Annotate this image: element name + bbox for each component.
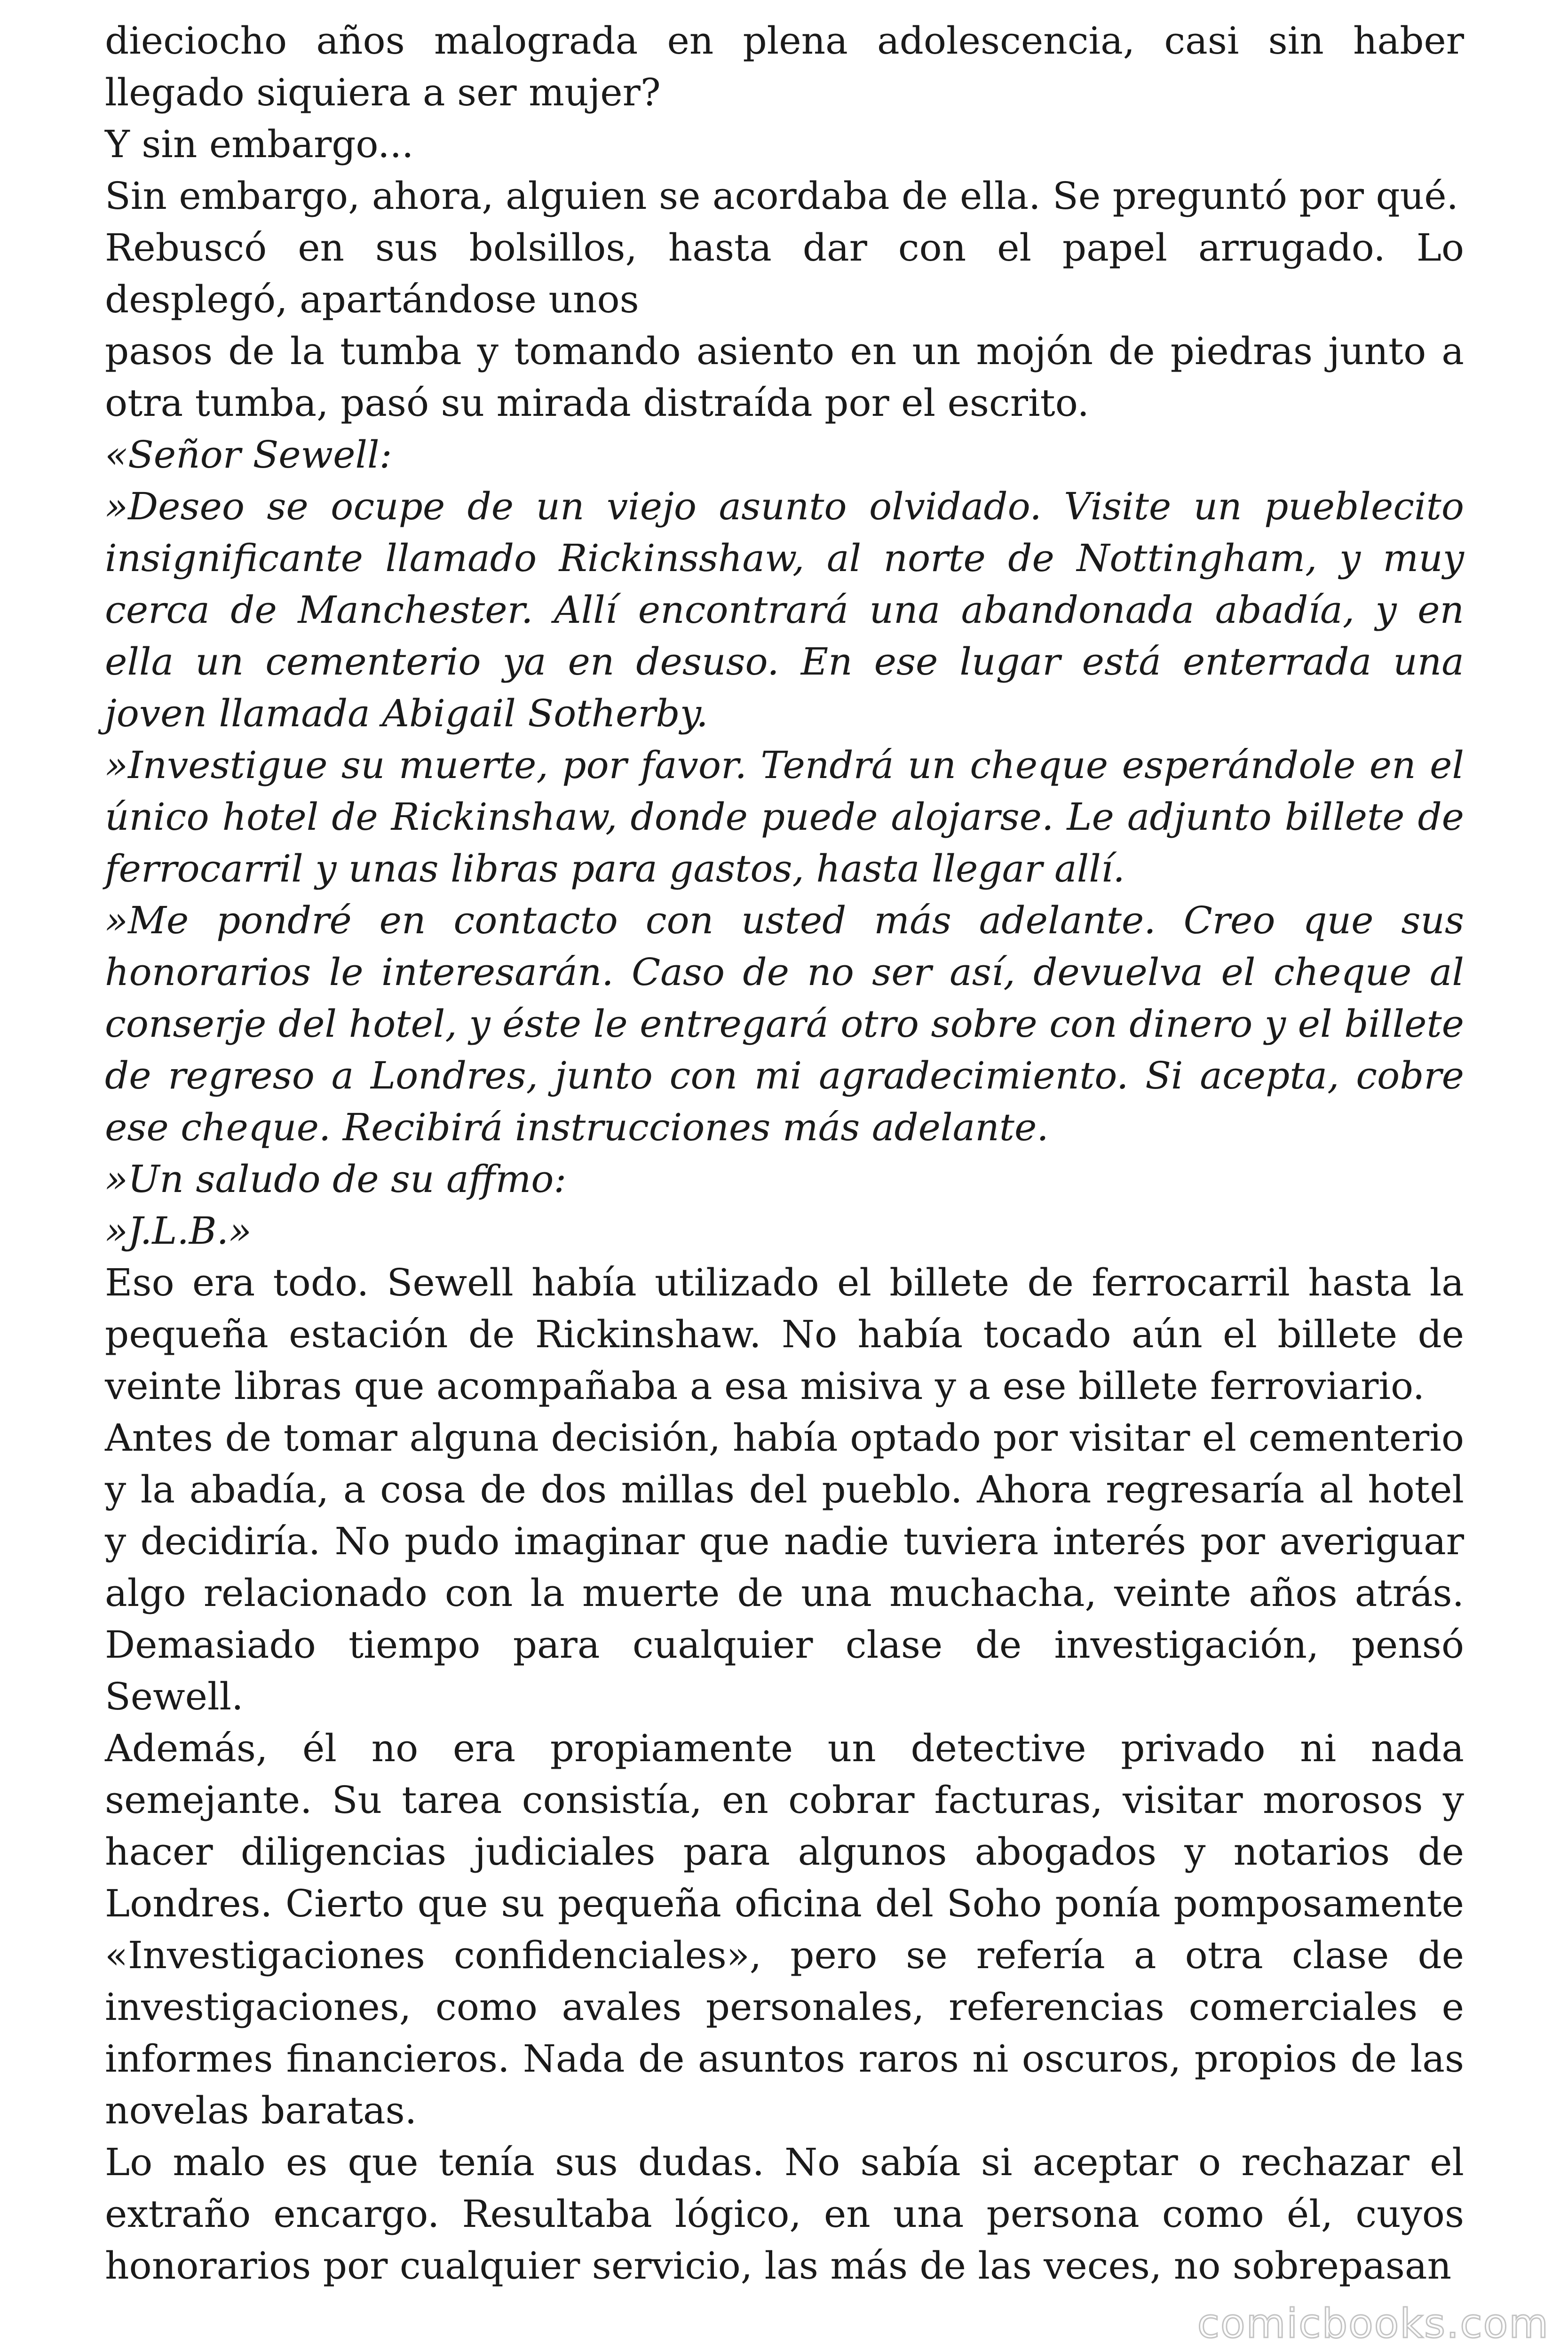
letter-paragraph-1: »Deseo se ocupe de un viejo asunto olvidado. Visite un pueblecito insignificante llamado Rickinsshaw, al norte de Nottingham, y muy cerca de Manchester. Allí encontrará una abandonada abadía, y en ella un cementerio ya en desuso. En ese lugar está enterrada una joven llamada Abigail Sotherby. xyxy=(105,485,1464,735)
paragraph-4: Rebuscó en sus bolsillos, hasta dar con el papel arrugado. Lo desplegó, apartándose unos xyxy=(105,226,1464,321)
paragraph-1: dieciocho años malograda en plena adolescencia, casi sin haber llegado siquiera a ser mujer? xyxy=(105,19,1464,114)
paragraph-6: Eso era todo. Sewell había utilizado el billete de ferrocarril hasta la pequeña estación de Rickinshaw. No había tocado aún el billete de veinte libras que acompañaba a esa misiva y a ese billete ferroviario. xyxy=(105,1261,1464,1408)
paragraph-2: Y sin embargo... xyxy=(105,122,414,166)
watermark: comicbooks.com xyxy=(1197,2300,1549,2347)
letter-signature: »J.L.B.» xyxy=(105,1209,252,1253)
paragraph-5: pasos de la tumba y tomando asiento en un mojón de piedras junto a otra tumba, pasó su mirada distraída por el escrito. xyxy=(105,329,1464,425)
paragraph-3: Sin embargo, ahora, alguien se acordaba de ella. Se preguntó por qué. xyxy=(105,174,1458,218)
letter-paragraph-2: »Investigue su muerte, por favor. Tendrá un cheque esperándole en el único hotel de Rickinshaw, donde puede alojarse. Le adjunto billete de ferrocarril y unas libras para gastos, hasta llegar allí. xyxy=(105,743,1464,890)
paragraph-7: Antes de tomar alguna decisión, había optado por visitar el cementerio y la abadía, a cosa de dos millas del pueblo. Ahora regresaría al hotel y decidiría. No pudo imaginar que nadie tuviera interés por averiguar algo relacionado con la muerte de una muchacha, veinte años atrás. Demasiado tiempo para cualquier clase de investigación, pensó Sewell. xyxy=(105,1416,1464,1718)
letter-salutation: «Señor Sewell: xyxy=(105,433,392,477)
letter-closing: »Un saludo de su affmo: xyxy=(105,1157,567,1201)
page-body xyxy=(105,15,1464,2292)
letter-paragraph-3: »Me pondré en contacto con usted más adelante. Creo que sus honorarios le interesarán. Caso de no ser así, devuelva el cheque al conserje del hotel, y éste le entregará otro sobre con dinero y el billete de regreso a Londres, junto con mi agradecimiento. Si acepta, cobre ese cheque. Recibirá instrucciones más adelante. xyxy=(105,898,1464,1149)
paragraph-9: Lo malo es que tenía sus dudas. No sabía si aceptar o rechazar el extraño encargo. Resultaba lógico, en una persona como él, cuyos honorarios por cualquier servicio, las más de las veces, no sobrepasan xyxy=(105,2140,1464,2288)
paragraph-8: Además, él no era propiamente un detective privado ni nada semejante. Su tarea consistía, en cobrar facturas, visitar morosos y hacer diligencias judiciales para algunos abogados y notarios de Londres. Cierto que su pequeña oficina del Soho ponía pomposamente «Investigaciones confidenciales», pero se refería a otra clase de investigaciones, como avales personales, referencias comerciales e informes financieros. Nada de asuntos raros ni oscuros, propios de las novelas baratas. xyxy=(105,1726,1464,2132)
